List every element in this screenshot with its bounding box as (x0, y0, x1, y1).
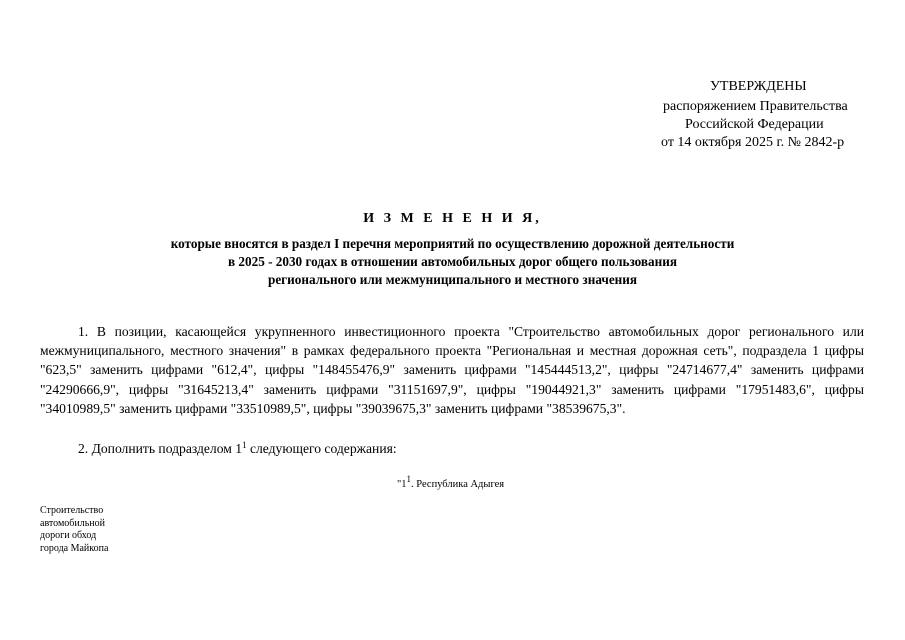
document-title: И З М Е Н Е Н И Я, (363, 211, 542, 226)
paragraph-2-superscript: 1 (242, 440, 247, 450)
subsection-title: . Республика Адыгея (411, 479, 505, 490)
document-subtitle-line-1: которые вносятся в раздел I перечня мероприятий по осуществлению дорожной деятельности (170, 236, 735, 251)
project-name-line-2: автомобильной (40, 517, 105, 529)
approval-title: УТВЕРЖДЕНЫ (710, 79, 807, 94)
approval-line-2: Российской Федерации (685, 117, 824, 132)
paragraph-1: 1. В позиции, касающейся укрупненного инвестиционного проекта "Строительство автомобильных дорог регионального или межмуниципального, местного значения" в рамках федерального проекта "Региональная и местная дорожная сеть", подраздела 1 цифры "623,5" заменить цифрами "612,4", цифры "148455476,9" заменить цифрами "145444513,2", цифры "24714677,4" заменить цифрами "24290666,9", цифры "31645213,4" заменить цифрами "31151697,9", цифры "19044921,3" заменить цифрами "17951483,6", цифры "34010989,5" заменить цифрами "33510989,5", цифры "39039675,3" заменить цифрами "38539675,3". (40, 324, 864, 416)
approval-line-1: распоряжением Правительства (663, 99, 848, 114)
project-name-line-3: дороги обход (40, 530, 97, 541)
document-subtitle-line-2: в 2025 - 2030 годах в отношении автомобильных дорог общего пользования (228, 254, 677, 269)
subsection-heading (397, 474, 505, 492)
project-name-cell (40, 505, 170, 555)
project-name-line-4: города Майкопа (40, 542, 109, 554)
approval-line-3: от 14 октября 2025 г. № 2842-р (661, 135, 845, 150)
paragraph-2-tail: следующего содержания: (246, 441, 397, 456)
paragraph-2 (78, 439, 902, 458)
project-name-line-1: Строительство (40, 505, 104, 516)
subsection-superscript: 1 (406, 474, 412, 484)
subsection-open-quote: " (397, 479, 402, 490)
subsection-number: 1 (401, 479, 407, 490)
paragraph-2-text: 2. Дополнить подразделом 1 (78, 441, 243, 456)
document-subtitle-line-3: регионального или межмуниципального и местного значения (267, 272, 638, 287)
